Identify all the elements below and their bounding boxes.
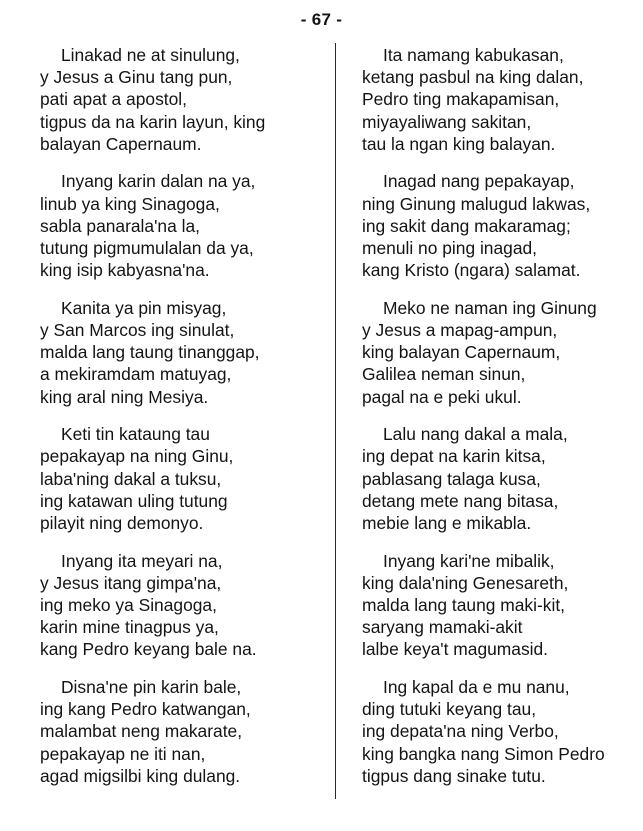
verse-line: pablasang talaga kusa, (362, 468, 541, 489)
verse-line: tau la ngan king balayan. (362, 133, 556, 154)
verse-line: king bangka nang Simon Pedro (362, 743, 605, 764)
verse-line: Kanita ya pin misyag, (61, 297, 227, 318)
stanza (362, 423, 643, 549)
verse-line: ing meko ya Sinagoga, (40, 594, 217, 615)
verse-line: y Jesus a mapag-ampun, (362, 319, 558, 340)
verse-line: Pedro ting makapamisan, (362, 89, 560, 110)
verse-line: miyayaliwang sakitan, (362, 111, 532, 132)
verse-line: linub ya king Sinagoga, (40, 193, 220, 214)
verse-line: pati apat a apostol, (40, 89, 187, 110)
verse-line: Disna'ne pin karin bale, (61, 676, 242, 697)
verse-line: ketang pasbul na king dalan, (362, 67, 584, 88)
verse-line: balayan Capernaum. (40, 133, 202, 154)
verse-line: menuli no ping inagad, (362, 238, 538, 258)
verse-line: Inyang ita meyari na, (61, 550, 223, 571)
verse-line: sabla panarala'na la, (40, 215, 200, 236)
verse-line: Meko ne naman ing Ginung (383, 297, 597, 318)
verse-line: king isip kabyasna'na. (40, 260, 210, 281)
verse-line: pepakayap na ning Ginu, (40, 446, 234, 467)
stanza (362, 550, 643, 676)
verse-line: y San Marcos ing sinulat, (40, 319, 235, 340)
verse-line: pilayit ning demonyo. (40, 512, 204, 533)
verse-line: pagal na e peki ukul. (362, 386, 522, 407)
verse-line: a mekiramdam matuyag, (40, 364, 232, 385)
stanza (40, 297, 326, 423)
verse-line: Inyang kari'ne mibalik, (383, 550, 555, 571)
stanza (40, 44, 326, 170)
verse-line: Inagad nang pepakayap, (383, 171, 575, 192)
verse-line: kang Kristo (ngara) salamat. (362, 260, 581, 281)
verse-line: ing depata'na ning Verbo, (362, 721, 559, 742)
verse-line: Ita namang kabukasan, (383, 45, 564, 65)
verse-line: y Jesus itang gimpa'na, (40, 572, 222, 593)
verse-line: saryang mamaki-akit (362, 617, 523, 638)
left-column (40, 44, 326, 802)
right-column (362, 44, 643, 802)
verse-line: karin mine tinagpus ya, (40, 617, 219, 638)
verse-line: Keti tin kataung tau (61, 424, 210, 445)
page-number: - 67 - (300, 10, 343, 29)
verse-line: malda lang taung tinanggap, (40, 342, 260, 363)
verse-line: king dala'ning Genesareth, (362, 572, 569, 593)
column-divider (335, 43, 336, 799)
verse-line: Ing kapal da e mu nanu, (383, 676, 570, 697)
verse-line: tigpus da na karin layun, king (40, 111, 266, 132)
stanza (362, 676, 643, 802)
verse-line: laba'ning dakal a tuksu, (40, 468, 222, 489)
verse-line: detang mete nang bitasa, (362, 490, 559, 511)
stanza (362, 297, 643, 423)
stanza (40, 170, 326, 296)
verse-line: ning Ginung malugud lakwas, (362, 193, 591, 214)
verse-line: ing sakit dang makaramag; (362, 215, 571, 236)
verse-line: ing kang Pedro katwangan, (40, 699, 251, 720)
verse-line: Lalu nang dakal a mala, (383, 424, 568, 445)
verse-line: y Jesus a Ginu tang pun, (40, 67, 233, 88)
verse-line: kang Pedro keyang bale na. (40, 639, 257, 660)
verse-line: malda lang taung maki-kit, (362, 594, 565, 615)
stanza (362, 170, 643, 296)
verse-line: ing depat na karin kitsa, (362, 446, 546, 467)
verse-line: Galilea neman sinun, (362, 364, 526, 385)
verse-line: king aral ning Mesiya. (40, 386, 209, 407)
verse-line: ing katawan uling tutung (40, 490, 228, 511)
verse-line: mebie lang e mikabla. (362, 512, 532, 533)
verse-line: Linakad ne at sinulung, (61, 45, 240, 65)
verse-line: malambat neng makarate, (40, 721, 243, 742)
verse-line: king balayan Capernaum, (362, 342, 561, 363)
stanza (40, 550, 326, 676)
stanza (362, 44, 643, 170)
verse-line: pepakayap ne iti nan, (40, 743, 206, 764)
verse-line: lalbe keya't magumasid. (362, 639, 549, 660)
stanza (40, 423, 326, 549)
stanza (40, 676, 326, 802)
verse-line: ding tutuki keyang tau, (362, 699, 537, 720)
verse-line: Inyang karin dalan na ya, (61, 171, 256, 192)
verse-line: agad migsilbi king dulang. (40, 765, 241, 786)
verse-line: tigpus dang sinake tutu. (362, 765, 546, 786)
verse-line: tutung pigmumulalan da ya, (40, 238, 254, 258)
